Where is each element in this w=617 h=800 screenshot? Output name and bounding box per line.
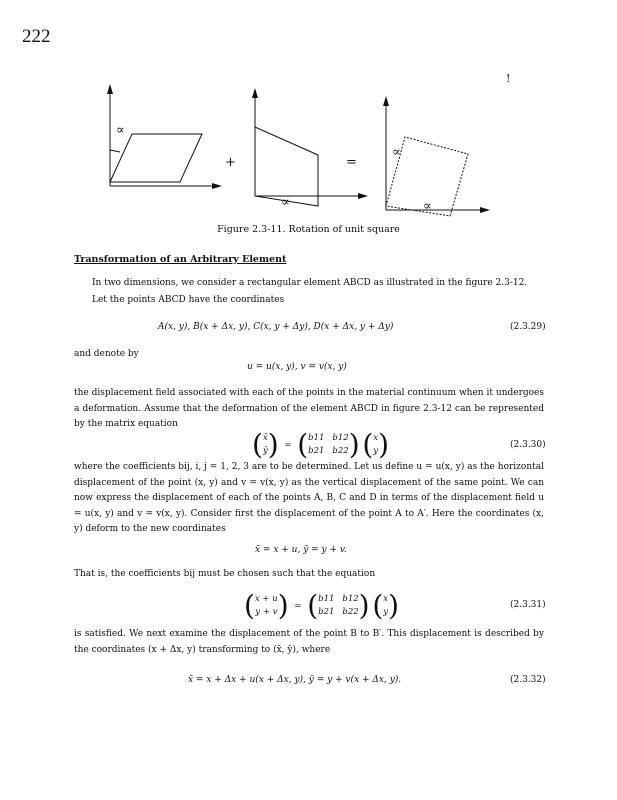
plus-sign: +: [225, 155, 236, 170]
equation-2-3-29: A(x, y), B(x + Δx, y), C(x, y + Δy), D(x + Δx, y + Δy): [158, 322, 394, 332]
page-number: 222: [22, 26, 51, 47]
rotation-figure: [90, 82, 490, 222]
equation-number-31: (2.3.31): [510, 600, 546, 610]
equation-number-32: (2.3.32): [510, 675, 546, 685]
alpha-label-2: ∝: [281, 195, 290, 210]
alpha-label-3a: ∝: [392, 145, 401, 160]
parallelogram-1: [110, 134, 202, 182]
paragraph-intro: In two dimensions, we consider a rectangular element ABCD as illustrated in the figure 2.3-12.: [92, 278, 528, 288]
equation-number-30: (2.3.30): [510, 440, 546, 450]
paragraph-points: Let the points ABCD have the coordinates: [92, 295, 285, 305]
equation-new-coordinates: x̄ = x + u, ȳ = y + v.: [255, 545, 347, 555]
corner-mark: !: [506, 72, 511, 85]
paragraph-coefficients: where the coefficients bij, i, j = 1, 2, 3 are to be determined. Let us define u = u(x, y) as the horizontal displacement of the point (x, y) and v = v(x, y) as the vertical displacement of the same point. We can now express the displacement of each of the points A, B, C and D in terms of the displacement field u = u(x, y) and v = v(x, y). Consider first the displacement of the point A to A′. Here the coordinates (x, y) deform to the new coordinates: [74, 462, 544, 535]
equation-2-3-32: x̄ = x + Δx + u(x + Δx, y), ȳ = y + v(x + Δx, y).: [188, 675, 402, 685]
alpha-label-1: ∝: [116, 123, 125, 138]
equation-displacement: u = u(x, y), v = v(x, y): [247, 362, 347, 372]
paragraph-denote: and denote by: [74, 349, 139, 359]
section-title: Transformation of an Arbitrary Element: [74, 254, 287, 265]
equals-sign: =: [346, 155, 357, 170]
matrix-equation-2-3-31: (x + u y + v) = ( b11 b12 b21 b22 ) (x y): [244, 589, 399, 622]
paragraph-point-b: is satisfied. We next examine the displacement of the point B to B′. This displacement is described by the coordinates (x + Δx, y) transforming to (x̄, ȳ), where: [74, 629, 544, 655]
figure-caption: Figure 2.3-11. Rotation of unit square: [217, 224, 400, 235]
paragraph-displacement-field: the displacement field associated with each of the points in the material continuum when it undergoes a deformation. Assume that the deformation of the element ABCD in figure 2.3-12 can be represented by the matrix equation: [74, 388, 544, 430]
matrix-equation-2-3-30: (x̄ ȳ) = ( b11 b12 b21 b22 ) (x y): [252, 428, 390, 461]
paragraph-that-is: That is, the coefficients bij must be chosen such that the equation: [74, 569, 376, 579]
equation-number-29: (2.3.29): [510, 322, 546, 332]
alpha-label-3b: ∝: [423, 199, 432, 214]
